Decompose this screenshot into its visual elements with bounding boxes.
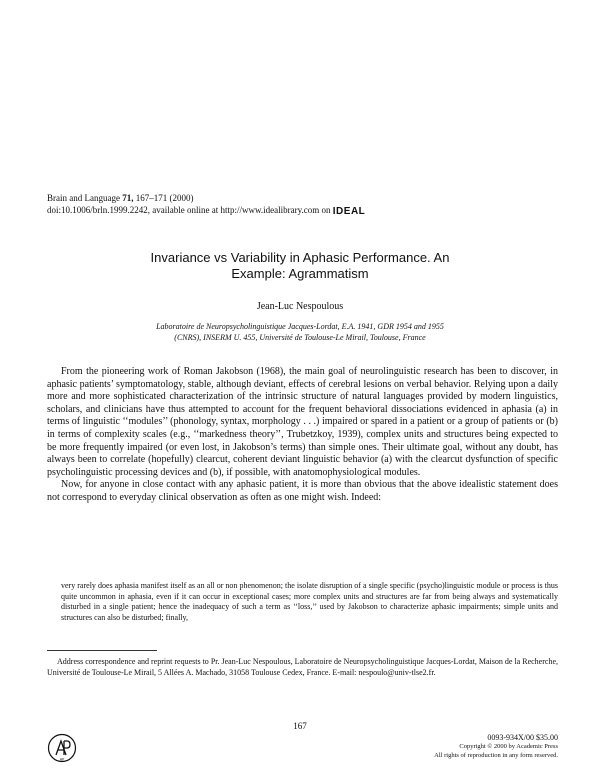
page-number: 167 [293, 721, 307, 731]
title-line-1: Invariance vs Variability in Aphasic Performance. An [150, 250, 450, 265]
ideal-logo: IDEAL [332, 206, 366, 217]
paragraph-1: From the pioneering work of Roman Jakobson (1968), the main goal of neurolinguistic research has been to discover, in aphasic patients’ symptomatology, stable, although deviant, effects of cerebral lesions on verbal behavior. Relying upon a daily more and more sophisticated characterization of the intrinsic structure of natural languages provided by modern linguistics, scholars, and clinicians have thus attempted to account for the frequent behavioral dissociations evidenced in aphasia (a) in terms of linguistic ‘‘modules’’ (phonology, syntax, morphology . . .) impaired or spared in a patient or a group of patients or (b) in terms of complexity scales (e.g., ‘‘markedness theory’’, Trubetzkoy, 1939), complex units and structures being expected to be more frequently impaired (or even lost, in Jakobson’s terms) than simple ones. Their ultimate goal, without any doubt, has always been to correlate (hopefully) clearcut, coherent deviant linguistic behavior (a) with the clearcut dysfunction of specific psycholinguistic processing devices and (b), if possible, with anatomophysiological modules. [47, 366, 558, 478]
copyright-line: Copyright © 2000 by Academic Press [459, 743, 558, 750]
footnote [47, 657, 558, 678]
footnote-text: Address correspondence and reprint requests to Pr. Jean-Luc Nespoulous, Laboratoire de Neuropsycholinguistique Jacques-Lordat, Maison de la Recherche, Université de Toulouse-Le Mirail, 5 Allées A. Machado, 31058 Toulouse Cedex, France. E-mail: nespoulo@univ-tlse2.fr. [47, 657, 558, 677]
copyright-block [434, 733, 558, 760]
paragraph-2: Now, for anyone in close contact with any aphasic patient, it is more than obvious that the above idealistic statement does not correspond to everyday clinical observation as often as one might wish. Indeed: [47, 479, 558, 503]
journal-volume: 71, [122, 193, 134, 203]
journal-header [47, 192, 365, 218]
title-line-2: Example: Agrammatism [231, 266, 369, 281]
footnote-divider [47, 650, 157, 651]
block-quote: very rarely does aphasia manifest itself as an all or non phenomenon; the isolate disruption of a single specific (psycho)linguistic module or process is thus quite uncommon in aphasia, even if it can occur in exceptional cases; more complex units and structures are far from being always and systematically disturbed in a single patient; hence the inadequacy of such a term as ‘‘loss,’’ used by Jakobson to characterize aphasic impairments; simple units and structures can also be disturbed; finally, [61, 581, 558, 622]
affiliation-line-2: (CNRS), INSERM U. 455, Université de Toulouse-Le Mirail, Toulouse, France [174, 333, 426, 342]
rights-line: All rights of reproduction in any form reserved. [434, 751, 558, 759]
author-name: Jean-Luc Nespoulous [256, 301, 344, 312]
price-code: 0093-934X/00 $35.00 [487, 733, 558, 742]
citation-line [47, 192, 365, 204]
journal-name: Brain and Language [47, 193, 120, 203]
doi-text: doi:10.1006/brln.1999.2242, available online at http://www.idealibrary.com on [47, 205, 331, 215]
article-body [47, 366, 558, 505]
affiliation [0, 321, 600, 343]
academic-press-logo-icon [47, 733, 77, 763]
doi-line [47, 204, 365, 218]
article-title [0, 250, 600, 282]
academic-press-logo [47, 733, 77, 768]
logo-lettering: AP [59, 757, 65, 762]
journal-pages: 167–171 (2000) [135, 193, 194, 203]
affiliation-line-1: Laboratoire de Neuropsycholinguistique Jacques-Lordat, E.A. 1941, GDR 1954 and 1955 [156, 322, 444, 331]
